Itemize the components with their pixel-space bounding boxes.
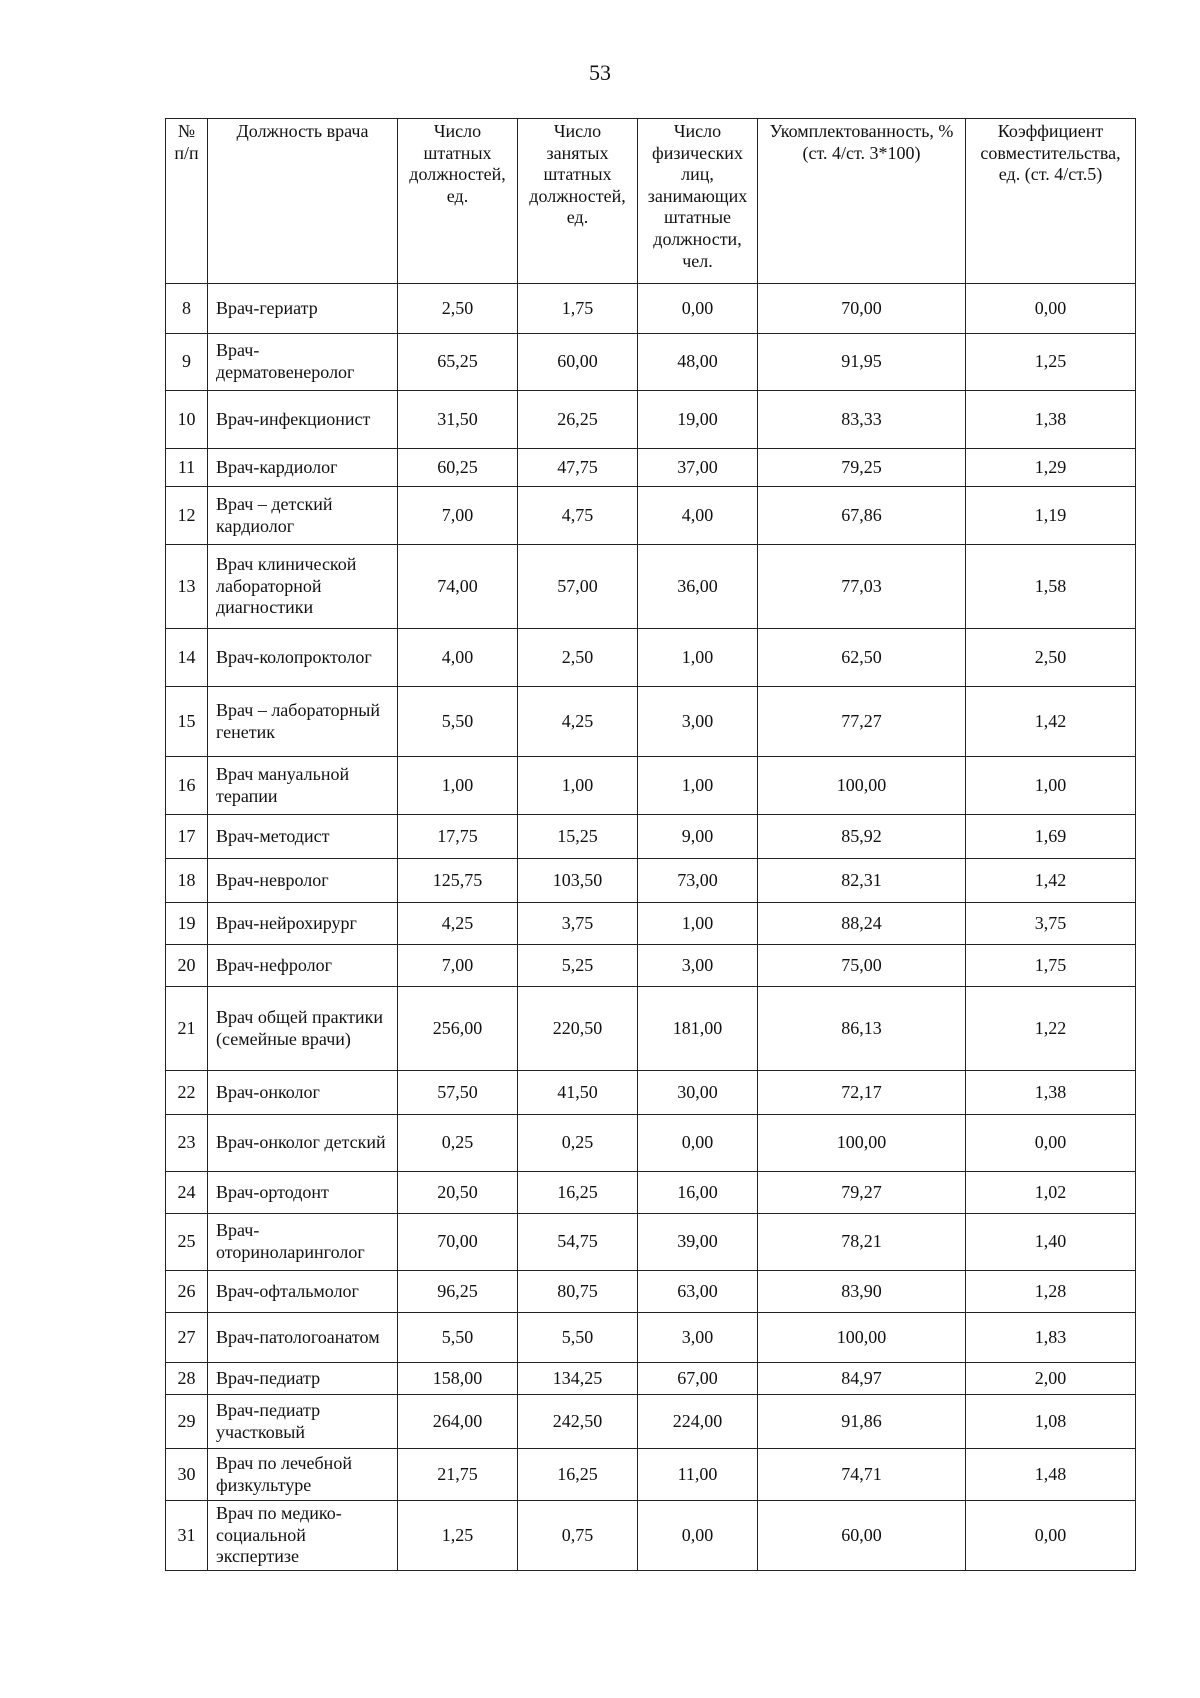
physical-persons-value: 63,00 (638, 1271, 758, 1313)
occupied-positions-value: 242,50 (518, 1395, 638, 1449)
occupied-positions-value: 26,25 (518, 391, 638, 449)
staffing-level-value: 74,71 (758, 1449, 966, 1501)
staff-positions-value: 31,50 (398, 391, 518, 449)
occupied-positions-value: 41,50 (518, 1071, 638, 1115)
physical-persons-value: 73,00 (638, 859, 758, 903)
position-name: Врач-нейрохирург (208, 903, 398, 945)
part-time-coefficient-value: 1,83 (966, 1313, 1136, 1363)
physical-persons-value: 4,00 (638, 487, 758, 545)
row-number: 30 (166, 1449, 208, 1501)
occupied-positions-value: 4,25 (518, 687, 638, 757)
part-time-coefficient-value: 1,25 (966, 334, 1136, 391)
row-number: 14 (166, 629, 208, 687)
physical-persons-value: 0,00 (638, 1115, 758, 1172)
table-row (166, 945, 1136, 987)
staffing-level-value: 60,00 (758, 1501, 966, 1571)
position-name: Врач-онколог (208, 1071, 398, 1115)
table-row (166, 859, 1136, 903)
part-time-coefficient-value: 1,42 (966, 859, 1136, 903)
table-row (166, 903, 1136, 945)
occupied-positions-value: 5,25 (518, 945, 638, 987)
header-staff-positions: Число штатных должностей, ед. (398, 119, 518, 284)
physical-persons-value: 3,00 (638, 687, 758, 757)
header-number: № п/п (166, 119, 208, 284)
staff-positions-value: 60,25 (398, 449, 518, 487)
physical-persons-value: 181,00 (638, 987, 758, 1071)
row-number: 22 (166, 1071, 208, 1115)
table-row (166, 1395, 1136, 1449)
part-time-coefficient-value: 1,08 (966, 1395, 1136, 1449)
part-time-coefficient-value: 1,48 (966, 1449, 1136, 1501)
part-time-coefficient-value: 1,28 (966, 1271, 1136, 1313)
staff-positions-value: 264,00 (398, 1395, 518, 1449)
staff-positions-value: 1,25 (398, 1501, 518, 1571)
page-number: 53 (589, 60, 611, 85)
table-row (166, 1214, 1136, 1271)
occupied-positions-value: 16,25 (518, 1172, 638, 1214)
staffing-level-value: 79,25 (758, 449, 966, 487)
table-row (166, 1449, 1136, 1501)
staff-positions-value: 96,25 (398, 1271, 518, 1313)
table-header-row (166, 119, 1136, 284)
physical-persons-value: 36,00 (638, 545, 758, 629)
table-row (166, 687, 1136, 757)
physical-persons-value: 30,00 (638, 1071, 758, 1115)
physical-persons-value: 11,00 (638, 1449, 758, 1501)
staffing-level-value: 88,24 (758, 903, 966, 945)
staff-positions-value: 4,00 (398, 629, 518, 687)
staff-positions-value: 1,00 (398, 757, 518, 815)
staffing-level-value: 84,97 (758, 1363, 966, 1395)
position-name: Врач-колопроктолог (208, 629, 398, 687)
physical-persons-value: 0,00 (638, 1501, 758, 1571)
table-row (166, 1363, 1136, 1395)
position-name: Врач-педиатр (208, 1363, 398, 1395)
part-time-coefficient-value: 1,22 (966, 987, 1136, 1071)
physical-persons-value: 3,00 (638, 945, 758, 987)
row-number: 17 (166, 815, 208, 859)
part-time-coefficient-value: 1,42 (966, 687, 1136, 757)
occupied-positions-value: 57,00 (518, 545, 638, 629)
part-time-coefficient-value: 1,38 (966, 391, 1136, 449)
staff-positions-value: 256,00 (398, 987, 518, 1071)
part-time-coefficient-value: 1,69 (966, 815, 1136, 859)
part-time-coefficient-value: 1,40 (966, 1214, 1136, 1271)
staff-positions-value: 17,75 (398, 815, 518, 859)
occupied-positions-value: 2,50 (518, 629, 638, 687)
table-row (166, 1172, 1136, 1214)
table-row (166, 391, 1136, 449)
table-row (166, 1115, 1136, 1172)
header-staffing-level: Укомплектованность, % (ст. 4/ст. 3*100) (758, 119, 966, 284)
position-name: Врач-методист (208, 815, 398, 859)
occupied-positions-value: 15,25 (518, 815, 638, 859)
position-name: Врач-ортодонт (208, 1172, 398, 1214)
staffing-level-value: 67,86 (758, 487, 966, 545)
physical-persons-value: 1,00 (638, 629, 758, 687)
physical-persons-value: 37,00 (638, 449, 758, 487)
header-part-time-coefficient: Коэффициент совместительства, ед. (ст. 4/ст.5) (966, 119, 1136, 284)
row-number: 11 (166, 449, 208, 487)
part-time-coefficient-value: 1,75 (966, 945, 1136, 987)
part-time-coefficient-value: 2,00 (966, 1363, 1136, 1395)
staff-positions-value: 74,00 (398, 545, 518, 629)
occupied-positions-value: 220,50 (518, 987, 638, 1071)
table-row (166, 449, 1136, 487)
position-name: Врач-нефролог (208, 945, 398, 987)
row-number: 21 (166, 987, 208, 1071)
physical-persons-value: 67,00 (638, 1363, 758, 1395)
row-number: 26 (166, 1271, 208, 1313)
header-occupied-positions: Число занятых штатных должностей, ед. (518, 119, 638, 284)
occupied-positions-value: 1,00 (518, 757, 638, 815)
position-name: Врач-невролог (208, 859, 398, 903)
staffing-level-value: 100,00 (758, 1115, 966, 1172)
part-time-coefficient-value: 1,58 (966, 545, 1136, 629)
row-number: 12 (166, 487, 208, 545)
position-name: Врач-онколог детский (208, 1115, 398, 1172)
row-number: 16 (166, 757, 208, 815)
staff-positions-value: 65,25 (398, 334, 518, 391)
staff-positions-value: 70,00 (398, 1214, 518, 1271)
table-row (166, 334, 1136, 391)
physical-persons-value: 9,00 (638, 815, 758, 859)
position-name: Врач-офтальмолог (208, 1271, 398, 1313)
occupied-positions-value: 0,75 (518, 1501, 638, 1571)
row-number: 20 (166, 945, 208, 987)
staffing-level-value: 62,50 (758, 629, 966, 687)
part-time-coefficient-value: 0,00 (966, 1115, 1136, 1172)
part-time-coefficient-value: 2,50 (966, 629, 1136, 687)
part-time-coefficient-value: 1,38 (966, 1071, 1136, 1115)
staff-positions-value: 125,75 (398, 859, 518, 903)
staffing-level-value: 91,86 (758, 1395, 966, 1449)
position-name: Врач-дерматовенеролог (208, 334, 398, 391)
occupied-positions-value: 134,25 (518, 1363, 638, 1395)
position-name: Врач-патологоанатом (208, 1313, 398, 1363)
table-row (166, 987, 1136, 1071)
position-name: Врач общей практики (семейные врачи) (208, 987, 398, 1071)
position-name: Врач-гериатр (208, 284, 398, 334)
part-time-coefficient-value: 1,19 (966, 487, 1136, 545)
staff-positions-value: 7,00 (398, 945, 518, 987)
position-name: Врач по лечебной физкультуре (208, 1449, 398, 1501)
staff-positions-value: 5,50 (398, 1313, 518, 1363)
part-time-coefficient-value: 0,00 (966, 284, 1136, 334)
table-row (166, 1071, 1136, 1115)
staffing-level-value: 82,31 (758, 859, 966, 903)
staff-positions-value: 21,75 (398, 1449, 518, 1501)
table-row (166, 815, 1136, 859)
occupied-positions-value: 5,50 (518, 1313, 638, 1363)
staffing-level-value: 83,90 (758, 1271, 966, 1313)
part-time-coefficient-value: 1,29 (966, 449, 1136, 487)
header-position: Должность врача (208, 119, 398, 284)
staff-positions-value: 57,50 (398, 1071, 518, 1115)
staff-positions-value: 2,50 (398, 284, 518, 334)
physical-persons-value: 0,00 (638, 284, 758, 334)
occupied-positions-value: 103,50 (518, 859, 638, 903)
physical-persons-value: 48,00 (638, 334, 758, 391)
physical-persons-value: 3,00 (638, 1313, 758, 1363)
staffing-level-value: 77,27 (758, 687, 966, 757)
staff-positions-value: 0,25 (398, 1115, 518, 1172)
row-number: 23 (166, 1115, 208, 1172)
physical-persons-value: 1,00 (638, 757, 758, 815)
staffing-level-value: 75,00 (758, 945, 966, 987)
physical-persons-value: 39,00 (638, 1214, 758, 1271)
occupied-positions-value: 16,25 (518, 1449, 638, 1501)
table-row (166, 284, 1136, 334)
physical-persons-value: 16,00 (638, 1172, 758, 1214)
position-name: Врач-кардиолог (208, 449, 398, 487)
staff-positions-value: 158,00 (398, 1363, 518, 1395)
table-row (166, 545, 1136, 629)
table-row (166, 1313, 1136, 1363)
position-name: Врач клинической лабораторной диагностики (208, 545, 398, 629)
part-time-coefficient-value: 0,00 (966, 1501, 1136, 1571)
row-number: 18 (166, 859, 208, 903)
position-name: Врач мануальной терапии (208, 757, 398, 815)
physical-persons-value: 1,00 (638, 903, 758, 945)
staffing-level-value: 83,33 (758, 391, 966, 449)
row-number: 10 (166, 391, 208, 449)
staff-positions-value: 4,25 (398, 903, 518, 945)
staffing-level-value: 100,00 (758, 757, 966, 815)
row-number: 24 (166, 1172, 208, 1214)
row-number: 29 (166, 1395, 208, 1449)
part-time-coefficient-value: 1,02 (966, 1172, 1136, 1214)
table-row (166, 487, 1136, 545)
occupied-positions-value: 47,75 (518, 449, 638, 487)
row-number: 27 (166, 1313, 208, 1363)
occupied-positions-value: 54,75 (518, 1214, 638, 1271)
table-row (166, 629, 1136, 687)
position-name: Врач – детский кардиолог (208, 487, 398, 545)
occupied-positions-value: 0,25 (518, 1115, 638, 1172)
staffing-level-value: 100,00 (758, 1313, 966, 1363)
row-number: 25 (166, 1214, 208, 1271)
part-time-coefficient-value: 1,00 (966, 757, 1136, 815)
occupied-positions-value: 3,75 (518, 903, 638, 945)
staffing-level-value: 77,03 (758, 545, 966, 629)
staff-positions-value: 5,50 (398, 687, 518, 757)
table-row (166, 1271, 1136, 1313)
row-number: 28 (166, 1363, 208, 1395)
staffing-table (165, 118, 1136, 1571)
staffing-level-value: 78,21 (758, 1214, 966, 1271)
position-name: Врач-педиатр участковый (208, 1395, 398, 1449)
staffing-level-value: 86,13 (758, 987, 966, 1071)
physical-persons-value: 224,00 (638, 1395, 758, 1449)
occupied-positions-value: 4,75 (518, 487, 638, 545)
position-name: Врач-оториноларинголог (208, 1214, 398, 1271)
staffing-level-value: 91,95 (758, 334, 966, 391)
row-number: 13 (166, 545, 208, 629)
staffing-level-value: 72,17 (758, 1071, 966, 1115)
table-row (166, 1501, 1136, 1571)
staffing-level-value: 79,27 (758, 1172, 966, 1214)
occupied-positions-value: 80,75 (518, 1271, 638, 1313)
position-name: Врач по медико-социальной экспертизе (208, 1501, 398, 1571)
position-name: Врач-инфекционист (208, 391, 398, 449)
table-body (166, 284, 1136, 1571)
header-physical-persons: Число физических лиц, занимающих штатные должности, чел. (638, 119, 758, 284)
occupied-positions-value: 60,00 (518, 334, 638, 391)
physical-persons-value: 19,00 (638, 391, 758, 449)
position-name: Врач – лабораторный генетик (208, 687, 398, 757)
row-number: 19 (166, 903, 208, 945)
staff-positions-value: 20,50 (398, 1172, 518, 1214)
row-number: 31 (166, 1501, 208, 1571)
staffing-level-value: 85,92 (758, 815, 966, 859)
row-number: 8 (166, 284, 208, 334)
staff-positions-value: 7,00 (398, 487, 518, 545)
part-time-coefficient-value: 3,75 (966, 903, 1136, 945)
row-number: 15 (166, 687, 208, 757)
occupied-positions-value: 1,75 (518, 284, 638, 334)
table-row (166, 757, 1136, 815)
row-number: 9 (166, 334, 208, 391)
staffing-level-value: 70,00 (758, 284, 966, 334)
